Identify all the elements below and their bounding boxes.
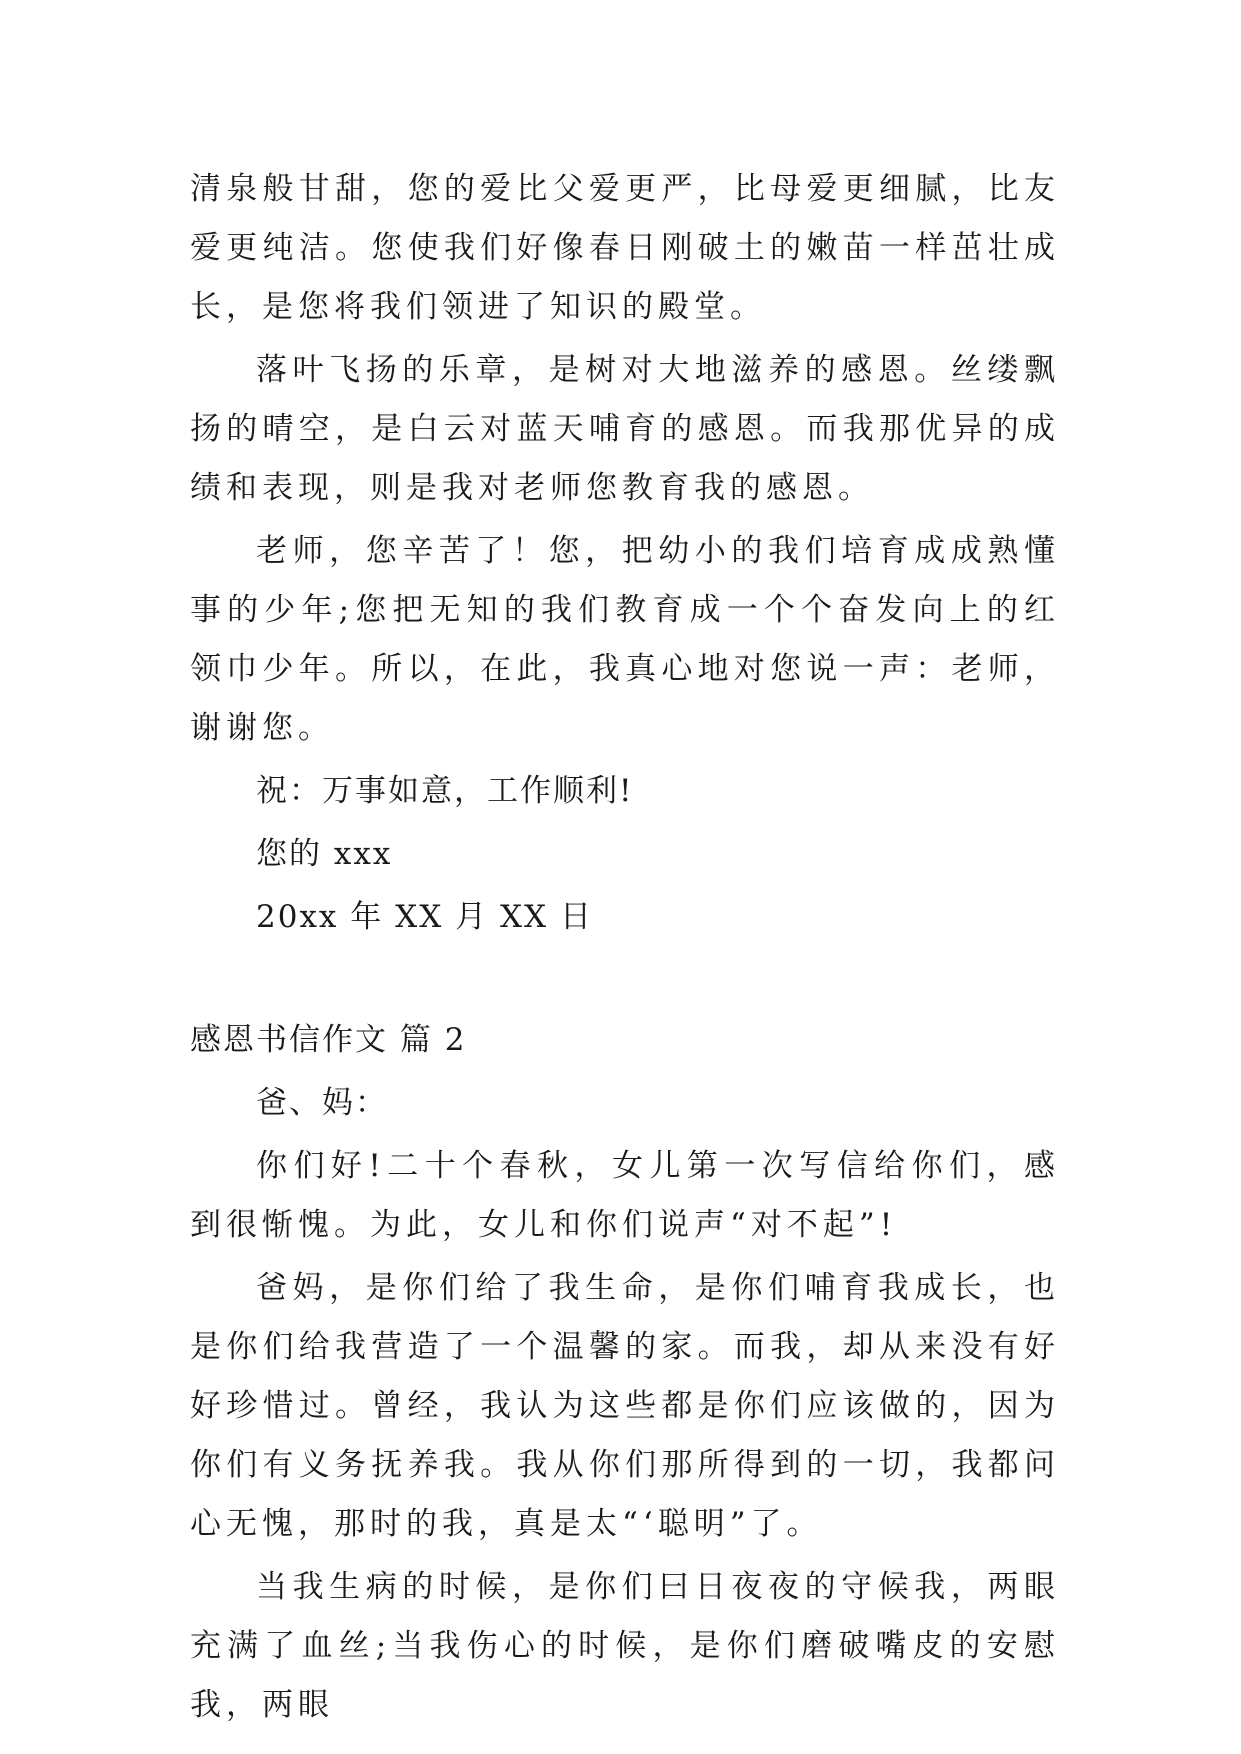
paragraph-greeting: 你们好!二十个春秋，女儿第一次写信给你们，感到很惭愧。为此，女儿和你们说声“对不起”!: [190, 1148, 1060, 1243]
letter-date: 20xx 年 XX 月 XX 日: [256, 899, 593, 935]
closing-wish: 祝：万事如意，工作顺利!: [256, 773, 634, 809]
paragraph-thanks: 老师，您辛苦了！您，把幼小的我们培育成成熟懂事的少年;您把无知的我们教育成一个个奋发向上的红领巾少年。所以，在此，我真心地对您说一声：老师，谢谢您。: [190, 533, 1060, 746]
salutation: 爸、妈：: [256, 1085, 388, 1121]
paragraph-gratitude: 落叶飞扬的乐章，是树对大地滋养的感恩。丝缕飘扬的晴空，是白云对蓝天哺育的感恩。而我那优异的成绩和表现，则是我对老师您教育我的感恩。: [190, 352, 1060, 506]
section-gap: [190, 951, 1060, 1011]
paragraph-praise: 清泉般甘甜，您的爱比父爱更严，比母爱更细腻，比友爱更纯洁。您使我们好像春日刚破土的嫩苗一样茁壮成长，是您将我们领进了知识的殿堂。: [190, 171, 1060, 325]
section-title: 感恩书信作文 篇 2: [190, 1022, 467, 1058]
paragraph-parents: 爸妈，是你们给了我生命，是你们哺育我成长，也是你们给我营造了一个温馨的家。而我，却从来没有好好珍惜过。曾经，我认为这些都是你们应该做的，因为你们有义务抚养我。我从你们那所得到的一切，我都问心无愧，那时的我，真是太“‘聪明”了。: [190, 1270, 1060, 1542]
paragraph-care: 当我生病的时候，是你们曰日夜夜的守候我，两眼充满了血丝;当我伤心的时候，是你们磨破嘴皮的安慰我，两眼: [190, 1569, 1060, 1723]
document-body: [190, 160, 1060, 1739]
signature: 您的 xxx: [256, 836, 393, 872]
